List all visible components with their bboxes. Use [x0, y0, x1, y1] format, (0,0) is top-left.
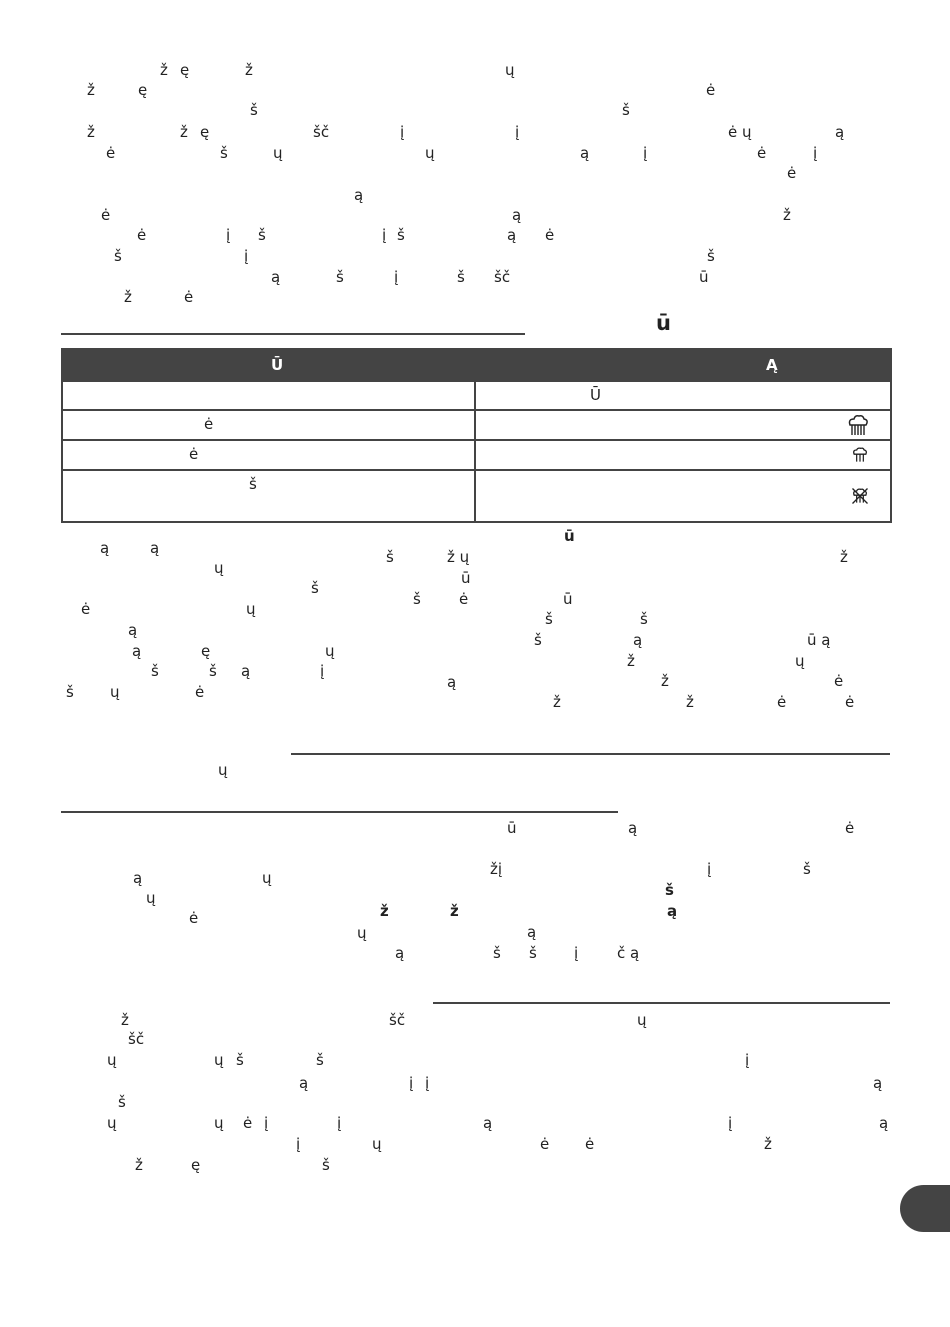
- text-fragment: š: [545, 610, 553, 628]
- text-fragment: ą: [133, 869, 143, 887]
- text-fragment: ė: [787, 164, 797, 182]
- text-fragment: š: [336, 268, 344, 286]
- table-header-row: [62, 349, 891, 381]
- text-fragment: ė: [757, 144, 767, 162]
- text-fragment: žį: [490, 860, 503, 878]
- text-fragment: ė: [189, 909, 199, 927]
- text-fragment: šč: [494, 268, 511, 286]
- text-fragment: ū: [461, 569, 471, 587]
- table-header-right: Ą: [475, 349, 891, 381]
- text-fragment: š: [66, 683, 74, 701]
- text-fragment: š: [665, 881, 674, 899]
- text-fragment: ė: [834, 672, 844, 690]
- text-fragment: ū ą: [807, 631, 831, 649]
- text-fragment: į: [813, 144, 818, 162]
- text-fragment: ž: [764, 1135, 772, 1153]
- text-fragment: ą: [580, 144, 590, 162]
- table-cell-right: [475, 440, 891, 470]
- table-row: [62, 381, 891, 410]
- text-fragment: ė: [243, 1114, 253, 1132]
- section-divider-3: [61, 811, 618, 813]
- text-fragment: ų: [795, 652, 805, 670]
- table-cell-right: Ū: [475, 381, 891, 410]
- text-fragment: ą: [835, 123, 845, 141]
- text-fragment: ą: [667, 902, 678, 920]
- text-fragment: ž: [180, 123, 188, 141]
- section-divider-2: [291, 753, 890, 755]
- text-fragment: šč: [313, 123, 330, 141]
- text-fragment: ą: [512, 206, 522, 224]
- text-fragment: š: [707, 247, 715, 265]
- text-fragment: š: [151, 662, 159, 680]
- text-fragment: ą: [879, 1114, 889, 1132]
- text-fragment: į: [320, 662, 325, 680]
- text-fragment: ž: [686, 693, 694, 711]
- text-fragment: č ą: [617, 944, 640, 962]
- text-fragment: į: [296, 1135, 301, 1153]
- text-fragment: š: [397, 226, 405, 244]
- text-fragment: ę: [201, 642, 211, 660]
- no-steam-icon: [850, 486, 870, 511]
- table-row: [62, 410, 891, 440]
- text-fragment: ė: [845, 819, 855, 837]
- text-fragment: ų: [262, 869, 272, 887]
- section-title-1: ū: [656, 311, 671, 335]
- text-fragment: š: [386, 548, 394, 566]
- text-fragment: ą: [873, 1074, 883, 1092]
- table-cell-right: [475, 470, 891, 522]
- text-fragment: ę: [191, 1156, 201, 1174]
- text-fragment: ų: [372, 1135, 382, 1153]
- section-divider-4: [433, 1002, 890, 1004]
- text-fragment: š: [493, 944, 501, 962]
- text-fragment: ą: [447, 673, 457, 691]
- text-fragment: ą: [483, 1114, 493, 1132]
- text-fragment: į: [337, 1114, 342, 1132]
- text-fragment: ų: [505, 61, 515, 79]
- text-fragment: ę: [200, 123, 210, 141]
- text-fragment: ū: [699, 268, 709, 286]
- text-fragment: ę: [138, 81, 148, 99]
- text-fragment: ą: [150, 539, 160, 557]
- text-fragment: ų: [146, 889, 156, 907]
- text-fragment: š: [250, 101, 258, 119]
- text-fragment: ė: [195, 683, 205, 701]
- text-fragment: ų: [214, 1051, 224, 1069]
- text-fragment: ž ų: [447, 548, 470, 566]
- table-row: [62, 440, 891, 470]
- text-fragment: ą: [128, 621, 138, 639]
- text-fragment: ė: [106, 144, 116, 162]
- text-fragment: šč: [389, 1011, 406, 1029]
- text-fragment: š: [457, 268, 465, 286]
- text-fragment: į: [515, 123, 520, 141]
- text-fragment: ų: [214, 1114, 224, 1132]
- text-fragment: ų: [107, 1051, 117, 1069]
- text-fragment: ų: [110, 683, 120, 701]
- text-fragment: ų: [107, 1114, 117, 1132]
- text-fragment: ą: [354, 186, 364, 204]
- text-fragment: ž: [245, 61, 253, 79]
- text-fragment: š: [413, 590, 421, 608]
- steam-settings-table: [61, 348, 892, 523]
- text-fragment: ų: [214, 559, 224, 577]
- text-fragment: ž: [124, 288, 132, 306]
- text-fragment: ž: [553, 693, 561, 711]
- text-fragment: ž: [87, 81, 95, 99]
- text-fragment: ū: [564, 527, 575, 545]
- text-fragment: ų: [246, 600, 256, 618]
- text-fragment: ų: [637, 1011, 647, 1029]
- text-fragment: š: [236, 1051, 244, 1069]
- text-fragment: į: [425, 1074, 430, 1092]
- text-fragment: š: [640, 610, 648, 628]
- text-fragment: ž: [840, 548, 848, 566]
- text-fragment: ą: [395, 944, 405, 962]
- text-fragment: ų: [325, 642, 335, 660]
- steam-max-icon: [846, 413, 870, 442]
- text-fragment: š: [622, 101, 630, 119]
- text-fragment: ė: [845, 693, 855, 711]
- text-fragment: ė: [101, 206, 111, 224]
- text-fragment: š: [258, 226, 266, 244]
- text-fragment: ž: [121, 1011, 129, 1029]
- text-fragment: ą: [241, 662, 251, 680]
- text-fragment: š: [114, 247, 122, 265]
- text-fragment: š: [311, 579, 319, 597]
- text-fragment: į: [409, 1074, 414, 1092]
- text-fragment: į: [745, 1051, 750, 1069]
- text-fragment: ž: [661, 672, 669, 690]
- text-fragment: š: [118, 1093, 126, 1111]
- text-fragment: ą: [100, 539, 110, 557]
- text-fragment: š: [803, 860, 811, 878]
- text-fragment: į: [728, 1114, 733, 1132]
- steam-icon: [850, 445, 870, 470]
- text-fragment: ą: [299, 1074, 309, 1092]
- text-fragment: ą: [507, 226, 517, 244]
- section-title-2: ų: [218, 761, 228, 779]
- page-number-tab: [900, 1185, 950, 1232]
- text-fragment: ė: [706, 81, 716, 99]
- text-fragment: ž: [450, 902, 459, 920]
- text-fragment: ū: [563, 590, 573, 608]
- text-fragment: ą: [527, 923, 537, 941]
- text-fragment: ž: [783, 206, 791, 224]
- text-fragment: ž: [380, 902, 389, 920]
- text-fragment: į: [643, 144, 648, 162]
- text-fragment: š: [529, 944, 537, 962]
- text-fragment: į: [244, 247, 249, 265]
- text-fragment: š: [220, 144, 228, 162]
- table-cell-left: š: [62, 470, 475, 522]
- text-fragment: ą: [628, 819, 638, 837]
- text-fragment: ė: [81, 600, 91, 618]
- text-fragment: į: [707, 860, 712, 878]
- text-fragment: į: [574, 944, 579, 962]
- text-fragment: ž: [627, 652, 635, 670]
- text-fragment: šč: [128, 1030, 145, 1048]
- text-fragment: ų: [425, 144, 435, 162]
- table-header-left: Ū: [62, 349, 475, 381]
- text-fragment: ė: [184, 288, 194, 306]
- text-fragment: ą: [271, 268, 281, 286]
- text-fragment: į: [382, 226, 387, 244]
- text-fragment: ž: [160, 61, 168, 79]
- text-fragment: ū: [507, 819, 517, 837]
- text-fragment: ę: [180, 61, 190, 79]
- text-fragment: ž: [87, 123, 95, 141]
- text-fragment: į: [226, 226, 231, 244]
- table-cell-left: [62, 381, 475, 410]
- table-cell-left: ė: [62, 440, 475, 470]
- text-fragment: ė: [459, 590, 469, 608]
- text-fragment: ą: [132, 642, 142, 660]
- text-fragment: ė: [137, 226, 147, 244]
- text-fragment: ė ų: [728, 123, 752, 141]
- text-fragment: ė: [545, 226, 555, 244]
- text-fragment: ų: [357, 924, 367, 942]
- text-fragment: š: [322, 1156, 330, 1174]
- section-divider-1: [61, 333, 525, 335]
- text-fragment: ž: [135, 1156, 143, 1174]
- table-row: [62, 470, 891, 522]
- text-fragment: ė: [777, 693, 787, 711]
- text-fragment: į: [400, 123, 405, 141]
- text-fragment: š: [534, 631, 542, 649]
- table-cell-left: ė: [62, 410, 475, 440]
- text-fragment: ą: [633, 631, 643, 649]
- text-fragment: ė: [540, 1135, 550, 1153]
- text-fragment: ų: [273, 144, 283, 162]
- text-fragment: į: [394, 268, 399, 286]
- text-fragment: ė: [585, 1135, 595, 1153]
- text-fragment: š: [316, 1051, 324, 1069]
- text-fragment: š: [209, 662, 217, 680]
- table-cell-right: [475, 410, 891, 440]
- text-fragment: į: [264, 1114, 269, 1132]
